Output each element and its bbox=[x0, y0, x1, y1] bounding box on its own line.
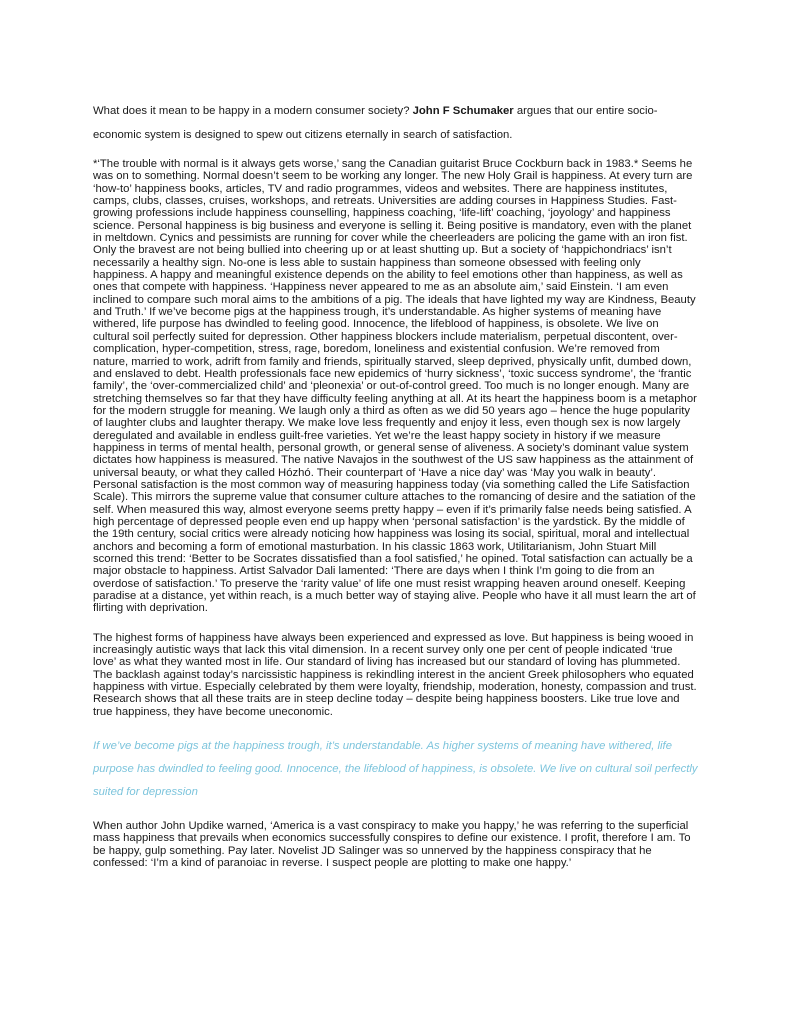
body-paragraph-3: When author John Updike warned, ‘America is a vast conspiracy to make you happy,’ he was referring to the superficial mass happiness that prevails when economics successfully conspires to define our existence. I profit, therefore I am. To be happy, gulp something. Pay later. Novelist JD Salinger was so unnerved by the happiness conspiracy that he confessed: ‘I’m a kind of paranoiac in reverse. I suspect people are plotting to make one happy.’ bbox=[93, 820, 691, 870]
intro-text-end: argues that our entire socio-economic system is designed to spew out citizens eternally in search of satisfaction. bbox=[93, 105, 658, 141]
author-name: John F Schumaker bbox=[412, 105, 514, 117]
article bbox=[93, 99, 698, 887]
body-paragraph-2: The highest forms of happiness have always been experienced and expressed as love. But happiness is being wooed in increasingly autistic ways that lack this vital dimension. In a recent survey only one per cent of people indicated ‘true love’ as what they wanted most in life. Our standard of living has increased but our standard of loving has plummeted. The backlash against today’s narcissistic happiness is rekindling interest in the ancient Greek philosophers who equated happiness with virtue. Especially celebrated by them were loyalty, friendship, moderation, honesty, compassion and trust. Research shows that all these traits are in steep decline today – despite being happiness boosters. Like true love and true happiness, they have become uneconomic. bbox=[93, 631, 697, 718]
pull-quote: If we’ve become pigs at the happiness trough, it’s understandable. As higher systems of meaning have withered, life purpose has dwindled to feeling good. Innocence, the lifeblood of happiness, is obsolete. We live on cultural soil perfectly suited for depression bbox=[93, 740, 698, 799]
article-intro bbox=[93, 99, 698, 147]
intro-text-start: What does it mean to be happy in a modern consumer society? bbox=[93, 105, 413, 117]
body-paragraph-1: *‘The trouble with normal is it always gets worse,’ sang the Canadian guitarist Bruce Cockburn back in 1983.* Seems he was on to something. Normal doesn’t seem to be working any longer. The new Holy Grail is happiness. At every turn are ‘how-to’ happiness books, articles, TV and radio programmes, videos and websites. There are happiness institutes, camps, clubs, classes, cruises, workshops, and retreats. Universities are adding courses in Happiness Studies. Fast-growing professions include happiness counselling, happiness coaching, ‘life-lift’ coaching, ‘joyology’ and happiness science. Personal happiness is big business and everyone is selling it. Being positive is mandatory, even with the planet in meltdown. Cynics and pessimists are running for cover while the cheerleaders are policing the game with an iron fist. Only the bravest are not being bullied into cheering up or at least shutting up. But a society of ‘happichondriacs’ isn’t necessarily a healthy sign. No-one is less able to sustain happiness than someone obsessed with feeling only happiness. A happy and meaningful existence depends on the ability to feel emotions other than happiness, as well as ones that compete with happiness. ‘Happiness never appeared to me as an absolute aim,’ said Einstein. ‘I am even inclined to compare such moral aims to the ambitions of a pig. The ideals that have lighted my way are Kindness, Beauty and Truth.’ If we’ve become pigs at the happiness trough, it’s understandable. As higher systems of meaning have withered, life purpose has dwindled to feeling good. Innocence, the lifeblood of happiness, is obsolete. We live on cultural soil perfectly suited for depression. Other happiness blockers include materialism, perpetual discontent, over-complication, hyper-competition, stress, rage, boredom, loneliness and existential confusion. We’re removed from nature, married to work, adrift from family and friends, spiritually starved, sleep deprived, physically unfit, dumbed down, and enslaved to debt. Health professionals face new epidemics of ‘hurry sickness’, ‘toxic success syndrome’, the ‘frantic family’, the ‘over-commercialized child’ and ‘pleonexia’ or out-of-control greed. Too much is no longer enough. Many are stretching themselves so far that they have difficulty feeling anything at all. At its heart the happiness boom is a metaphor for the modern struggle for meaning. We laugh only a third as often as we did 50 years ago – hence the huge popularity of laughter clubs and laughter therapy. We make love less frequently and enjoy it less, even though sex is now largely deregulated and available in endless guilt-free varieties. Yet we’re the least happy society in history if we measure happiness in terms of mental health, personal growth, or general sense of aliveness. A society’s dominant value system dictates how happiness is measured. The native Navajos in the southwest of the US saw happiness as the attainment of universal beauty, or what they called Hózhó. Their counterpart of ‘Have a nice day’ was ‘May you walk in beauty’. Personal satisfaction is the most common way of measuring happiness today (via something called the Life Satisfaction Scale). This mirrors the supreme value that consumer culture attaches to the romancing of desire and the satiation of the self. When measured this way, almost everyone seems pretty happy – even if it’s primarily false needs being satisfied. A high percentage of depressed people even end up happy when ‘personal satisfaction’ is the yardstick. By the middle of the 19th century, social critics were already noticing how happiness was losing its social, spiritual, moral and intellectual anchors and becoming a form of emotional masturbation. In his classic 1863 work, Utilitarianism, John Stuart Mill scorned this trend: ‘Better to be Socrates dissatisfied than a fool satisfied,’ he opined. Total satisfaction can actually be a major obstacle to happiness. Artist Salvador Dali lamented: ‘There are days when I think I’m going to die from an overdose of satisfaction.’ To preserve the ‘rarity value’ of life one must resist wrapping heaven around oneself. Keeping paradise at a distance, yet within reach, is a much better way of staying alive. People who have it all must learn the art of flirting with deprivation. bbox=[93, 158, 697, 615]
